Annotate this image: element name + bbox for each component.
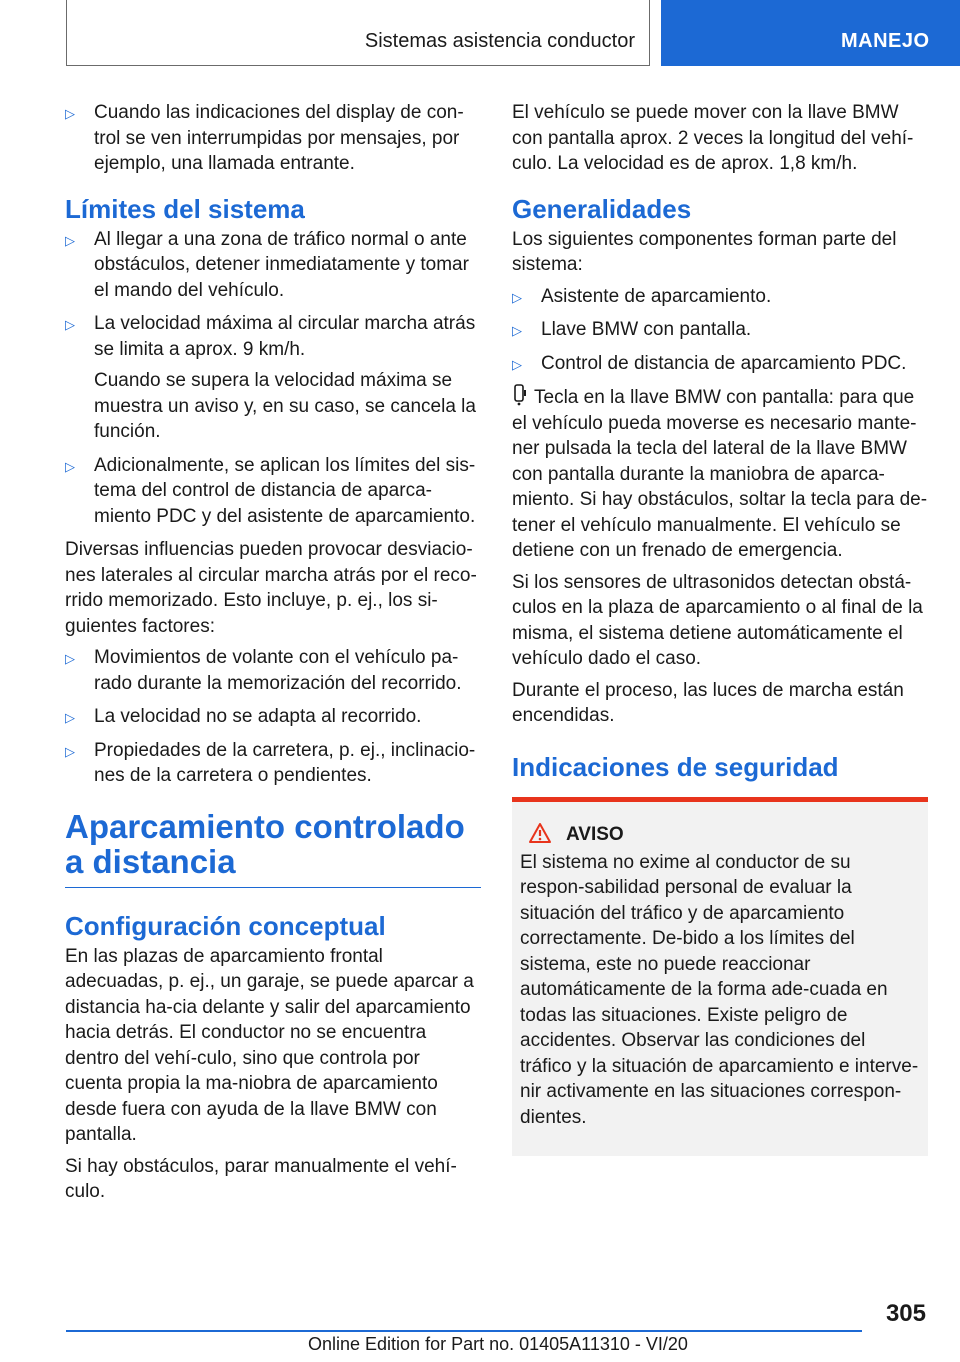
concept-paragraph-2: Si hay obstáculos, parar manualmente el vehí-culo. [65,1155,457,1202]
lights-paragraph: Durante el proceso, las luces de marcha están encendidas. [512,679,904,726]
bullet-icon: ▷ [65,743,75,759]
limits-heading: Límites del sistema [65,193,305,224]
chapter-title: MANEJO [841,30,930,52]
page-header [0,0,960,66]
footer-divider [66,1330,862,1332]
list-item: ▷ Adicionalmente, se aplican los límites del sis-tema del control de distancia de aparca-miento PDC y del asistente de aparcamiento. [65,454,476,527]
bullet-icon: ▷ [512,289,522,305]
bullet-icon: ▷ [65,317,75,332]
key-fob-icon [512,384,530,406]
chapter-tab[interactable] [661,0,960,66]
list-item: ▷ Llave BMW con pantalla. [512,317,928,343]
influences-paragraph: Diversas influencias pueden provocar desviacio-nes laterales al circular marcha atrás por el reco-rrido memorizado. Esto incluye, p. ej., los si-guientes factores: [65,539,477,637]
list-item: ▷ Cuando las indicaciones del display de con-trol se ven interrumpidas por mensajes, por ejemplo, una llamada entrante. [65,102,464,174]
list-item: ▷ Propiedades de la carretera, p. ej., inclinacio-nes de la carretera o pendientes. [65,739,476,786]
section-title-box [66,0,650,66]
warning-text: El sistema no exime al conductor de su respon-sabilidad personal de evaluar la situación del tráfico y de aparcamiento correctamente. De-bido a los límites del sistema, este no puede reaccionar automáticamente de la forma ade-cuada en todas las situaciones. Existe peligro de accidentes. Observar las condiciones del tráfico y la situación de aparcamiento e interve-nir activamente en las situaciones correspon-dientes. [520,851,919,1128]
bullet-icon: ▷ [65,232,75,248]
right-column [512,100,928,1156]
sensors-paragraph: Si los sensores de ultrasonidos detectan obstá-culos en la plaza de aparcamiento o al final de la misma, el sistema detiene automáticamente el vehículo dado el caso. [512,571,923,669]
list-item: ▷ Movimientos de volante con el vehículo pa-rado durante la memorización del recorrido. [65,647,462,694]
list-item: ▷ La velocidad no se adapta al recorrido. [65,704,481,730]
intro-paragraph: El vehículo se puede mover con la llave BMW con pantalla aprox. 2 veces la longitud del vehí-culo. La velocidad es de aprox. 1,8 km/h. [512,102,914,174]
key-paragraph: Tecla en la llave BMW con pantalla: para que el vehículo pueda moverse es necesario mante-ner pulsada la tecla del lateral de la llave BMW con pantalla durante la maniobra de aparca-miento. Si hay obstáculos, soltar la tecla para de-tener el vehículo manualmente. El vehículo se detiene con un frenado de emergencia. [512,384,928,564]
list-item: ▷ Asistente de aparcamiento. [512,284,928,310]
list-item-continuation: Cuando se supera la velocidad máxima se muestra un aviso y, en su caso, se cancela la función. [94,370,476,442]
general-paragraph: Los siguientes componentes forman parte del sistema: [512,228,897,275]
left-column [65,100,481,1211]
bullet-icon: ▷ [512,356,522,372]
general-heading: Generalidades [512,193,692,224]
warning-triangle-icon [528,822,552,844]
concept-heading: Configuración conceptual [65,910,386,941]
safety-heading: Indicaciones de seguridad [512,751,839,782]
bullet-icon: ▷ [65,106,75,121]
list-item: ▷ Control de distancia de aparcamiento PDC. [512,351,928,377]
bullet-icon: ▷ [65,458,75,474]
bullet-icon: ▷ [65,651,75,666]
page-number: 305 [885,1300,926,1327]
concept-paragraph: En las plazas de aparcamiento frontal adecuadas, p. ej., un garaje, se puede aparcar a distancia ha-cia delante y salir del aparcamiento hacia detrás. El conductor no se encuentra dentro del vehí-culo, sino que controla por cuenta propia la ma-niobra de aparcamiento desde fuera con ayuda de la llave BMW con pantalla. [65,945,474,1145]
chapter-heading: Aparcamiento controlado a distancia [65,809,481,888]
list-item: ▷ La velocidad máxima al circular marcha atrás se limita a aprox. 9 km/h. Cuando se supera la velocidad máxima se muestra un aviso y, en su caso, se cancela la función. [65,311,481,445]
warning-box [512,797,928,1157]
list-item: ▷ Al llegar a una zona de tráfico normal o ante obstáculos, detener inmediatamente y tomar el mando del vehículo. [65,228,469,301]
footer-edition: Online Edition for Part no. 01405A11310 - VI/20 [308,1334,688,1354]
bullet-icon: ▷ [65,710,75,725]
bullet-icon: ▷ [512,323,522,338]
warning-title: AVISO [520,822,920,848]
section-title: Sistemas asistencia conductor [364,30,635,52]
